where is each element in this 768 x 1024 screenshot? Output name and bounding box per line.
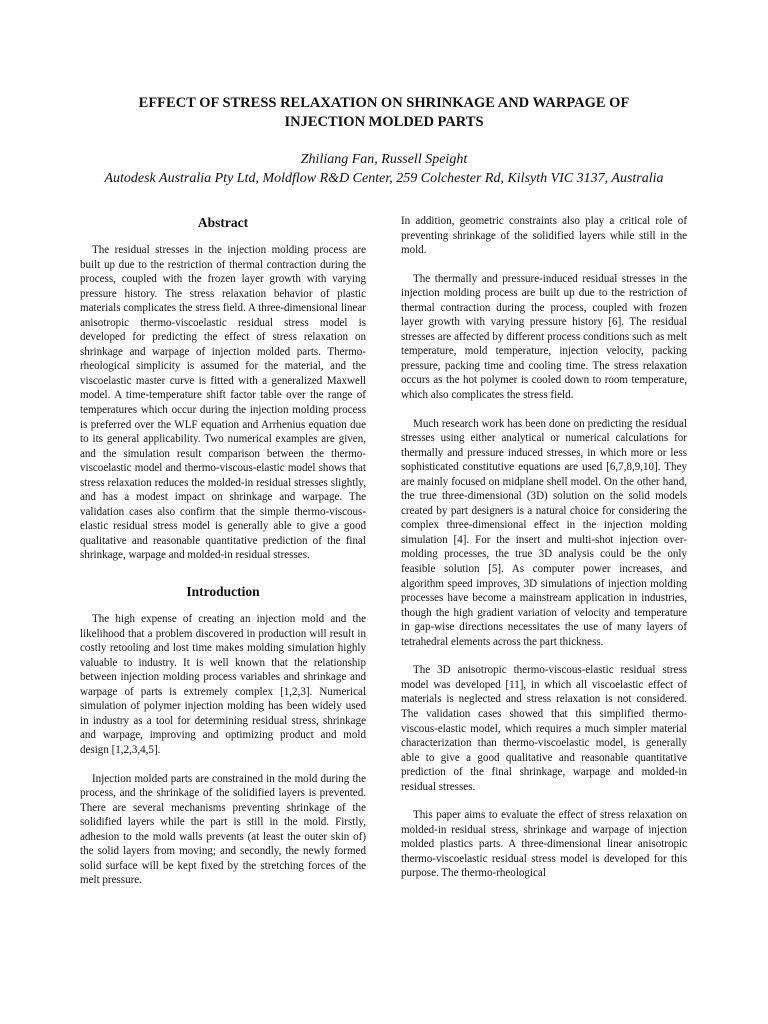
title-line-1: EFFECT OF STRESS RELAXATION ON SHRINKAGE AND WARPAGE OF	[138, 95, 630, 111]
right-paragraph-2: The thermally and pressure-induced residual stresses in the injection molding process are built up due to the restriction of thermal contraction during the process, coupled with frozen layer growth with varying pressure history [6]. The residual stresses are affected by different process conditions such as melt temperature, mold temperature, injection velocity, packing pressure, packing time and cooling time. The stress relaxation occurs as the hot polymer is cooled down to room temperature, which also complicates the stress field.	[401, 272, 687, 402]
paper-title	[60, 94, 708, 132]
right-paragraph-1: In addition, geometric constraints also play a critical role of preventing shrinkage of the solidified layers while still in the mold.	[401, 215, 687, 257]
intro-paragraph-1: The high expense of creating an injection mold and the likelihood that a problem discovered in production will result in costly retooling and lost time makes molding simulation highly valuable to industry. It is well known that the relationship between injection molding process variables and shrinkage and warpage of parts is extremely complex [1,2,3]. Numerical simulation of polymer injection molding has been widely used in industry as a tool for determining residual stress, shrinkage and warpage, improving and optimizing product and mold design [1,2,3,4,5].	[80, 613, 366, 756]
author-affiliation: Autodesk Australia Pty Ltd, Moldflow R&D Center, 259 Colchester Rd, Kilsyth VIC 3137, Australia	[104, 171, 664, 186]
title-line-2: INJECTION MOLDED PARTS	[284, 114, 484, 130]
right-paragraph-3: Much research work has been done on predicting the residual stresses using either analytical or numerical calculations for thermally and pressure induced stresses, in which more or less sophisticated constitutive equations are used [6,7,8,9,10]. They are mainly focused on midplane shell model. On the other hand, the true three-dimensional (3D) solution on the solid models created by part designers is a natural choice for considering the complex three-dimensional effect in the injection molding simulation [4]. For the insert and multi-shot injection over-molding processes, the true 3D analysis could be the only feasible solution [5]. As computer power increases, and algorithm speed improves, 3D simulations of injection molding processes have become a mainstream application in industries, though the high gradient variation of velocity and temperature in gap-wise directions necessitates the use of many layers of tetrahedral elements across the part thickness.	[401, 417, 687, 648]
left-column	[80, 214, 366, 902]
right-column	[401, 214, 687, 895]
introduction-heading: Introduction	[186, 584, 260, 600]
intro-paragraph-2: Injection molded parts are constrained in the mold during the process, and the shrinkage of the solidified layers is prevented. There are several mechanisms preventing shrinkage of the solidified layers while the part is still in the mold. Firstly, adhesion to the mold walls prevents (at least the outer skin of) the solid layers from moving; and secondly, the newly formed solid surface will be kept fixed by the stretching forces of the melt pressure.	[80, 772, 366, 887]
abstract-heading: Abstract	[197, 215, 249, 230]
right-paragraph-4: The 3D anisotropic thermo-viscous-elastic residual stress model was developed [11], in which all viscoelastic effect of materials is neglected and stress relaxation is not considered. The validation cases showed that this simplified thermo-viscous-elastic model, which requires a much simpler material characterization than thermo-viscoelastic model, is generally able to give a good qualitative and reasonable quantitative prediction of the final shrinkage, warpage and molded-in residual stresses.	[401, 664, 687, 793]
author-names: Zhiliang Fan, Russell Speight	[300, 152, 468, 167]
right-paragraph-5: This paper aims to evaluate the effect of stress relaxation on molded-in residual stress, shrinkage and warpage of injection molded plastics parts. A three-dimensional linear anisotropic thermo-viscoelastic residual stress model is developed for this purpose. The thermo-rheological	[401, 809, 687, 880]
abstract-paragraph: The residual stresses in the injection molding process are built up due to the restriction of thermal contraction during the process, coupled with the frozen layer growth with varying pressure history. The stress relaxation behavior of plastic materials complicates the stress field. A three-dimensional linear anisotropic thermo-viscoelastic residual stress model is developed for predicting the effect of stress relaxation on shrinkage and warpage of injection molded parts. Thermo-rheological simplicity is assumed for the material, and the viscoelastic master curve is fitted with a generalized Maxwell model. A time-temperature shift factor table over the range of temperatures which occur during the injection molding process is preferred over the WLF equation and Arrhenius equation due to its general applicability. Two numerical examples are given, and the simulation result comparison between the thermo-viscoelastic model and thermo-viscous-elastic model shows that stress relaxation reduces the molded-in residual stresses slightly, and has a modest impact on shrinkage and warpage. The validation cases also confirm that the simple thermo-viscous-elastic residual stress model is generally able to give a good qualitative and reasonable quantitative prediction of the final shrinkage, warpage and molded-in residual stresses.	[80, 244, 366, 562]
author-block	[40, 150, 728, 188]
